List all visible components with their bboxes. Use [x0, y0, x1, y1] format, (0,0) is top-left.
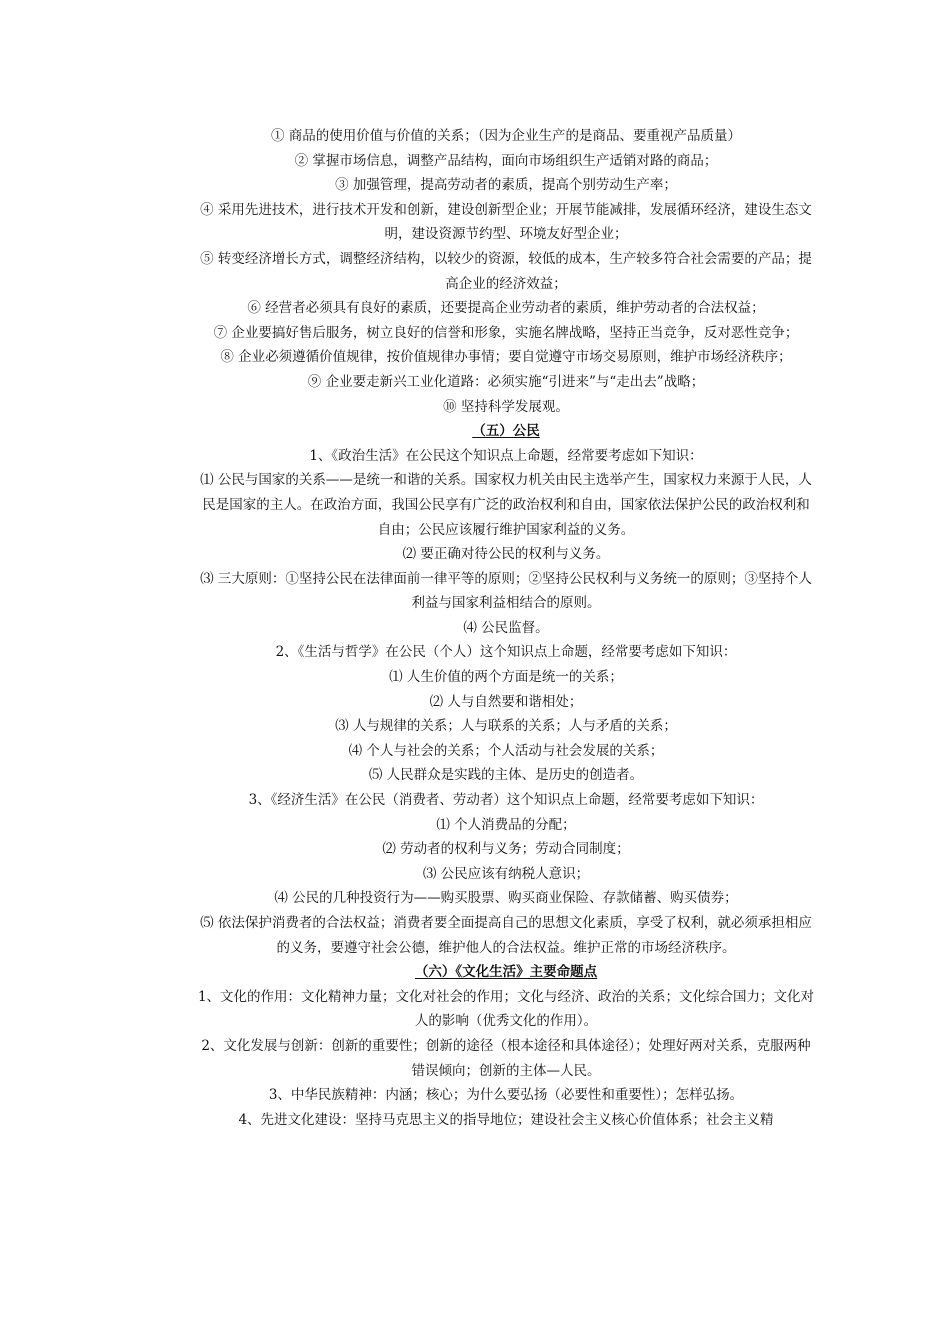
list-item-4: ④ 采用先进技术，进行技术开发和创新，建设创新型企业；开展节能减排，发展循环经济，建设生态文明，建设资源节约型、环境友好型企业；: [200, 201, 812, 243]
list-item: ⑸ 人民群众是实践的主体、是历史的创造者。: [368, 767, 644, 784]
list-item-5: ⑤ 转变经济增长方式，调整经济结构，以较少的资源，较低的成本，生产较多符合社会需要的产品；提高企业的经济效益；: [200, 250, 812, 292]
list-item: ⑴ 个人消费品的分配；: [436, 816, 576, 833]
document-body: [196, 124, 816, 1132]
list-item: ⑷ 公民的几种投资行为——购买股票、购买商业保险、存款储蓄、购买债券；: [274, 890, 738, 907]
list-item: ⑵ 劳动者的权利与义务；劳动合同制度；: [382, 841, 630, 858]
list-item: 4、先进文化建设：坚持马克思主义的指导地位；建设社会主义核心价值体系；社会主义精: [238, 1111, 774, 1128]
list-item: ⑸ 依法保护消费者的合法权益；消费者要全面提高自己的思想文化素质，享受了权利，就必须承担相应的义务，要遵守社会公德，维护他人的合法权益。维护正常的市场经济秩序。: [200, 915, 812, 956]
subsection-politics-intro: 1、《政治生活》在公民这个知识点上命题，经常要考虑如下知识：: [309, 447, 703, 464]
section-heading-culture: （六）《文化生活》主要命题点: [414, 964, 598, 981]
section-heading-citizen: （五）公民: [472, 423, 540, 440]
list-item: ⑷ 公民监督。: [463, 619, 549, 636]
list-item-1: ① 商品的使用价值与价值的关系；（因为企业生产的是商品、要重视产品质量）: [270, 128, 742, 144]
list-item: ⑶ 三大原则：①坚持公民在法律面前一律平等的原则；②坚持公民权利与义务统一的原则；③坚持个人利益与国家利益相结合的原则。: [200, 570, 812, 612]
list-item: ⑴ 人生价值的两个方面是统一的关系；: [389, 669, 623, 686]
list-item-6: ⑥ 经营者必须具有良好的素质，还要提高企业劳动者的素质，维护劳动者的合法权益；: [247, 300, 765, 317]
list-item-8: ⑧ 企业必须遵循价值规律，按价值规律办事情；要自觉遵守市场交易原则，维护市场经济秩序；: [220, 349, 792, 366]
list-item-3: ③ 加强管理，提高劳动者的素质，提高个别劳动生产率；: [335, 177, 677, 194]
list-item-7: ⑦ 企业要搞好售后服务，树立良好的信誉和形象，实施名牌战略，坚持正当竞争，反对恶性竞争；: [213, 324, 799, 341]
list-item-9: ⑨ 企业要走新兴工业化道路：必须实施“引进来”与“走出去”战略；: [307, 373, 705, 390]
list-item: 2、文化发展与创新：创新的重要性；创新的途径（根本途径和具体途径）；处理好两对关系，克服两种错误倾向；创新的主体—人民。: [201, 1037, 811, 1079]
subsection-economics-intro: 3、《经济生活》在公民（消费者、劳动者）这个知识点上命题，经常要考虑如下知识：: [248, 792, 764, 809]
list-item: ⑶ 人与规律的关系；人与联系的关系；人与矛盾的关系；: [335, 718, 677, 735]
list-item-10: ⑩ 坚持科学发展观。: [443, 398, 569, 415]
list-item: ⑵ 要正确对待公民的权利与义务。: [402, 546, 610, 563]
list-item: ⑴ 公民与国家的关系——是统一和谐的关系。国家权力机关由民主选举产生，国家权力来源于人民，人民是国家的主人。在政治方面，我国公民享有广泛的政治权利和自由，国家依法保护公民的政治权利和自由；公民应该履行维护国家利益的义务。: [200, 472, 812, 538]
subsection-philosophy-intro: 2、《生活与哲学》在公民（个人）这个知识点上命题，经常要考虑如下知识：: [275, 644, 737, 661]
list-item-2: ② 掌握市场信息，调整产品结构，面向市场组织生产适销对路的商品；: [294, 152, 718, 169]
list-item: 3、中华民族精神：内涵；核心；为什么要弘扬（必要性和重要性）；怎样弘扬。: [268, 1087, 744, 1104]
list-item: ⑶ 公民应该有纳税人意识；: [422, 865, 590, 882]
list-item: 1、文化的作用：文化精神力量；文化对社会的作用；文化与经济、政治的关系；文化综合国力；文化对人的影响（优秀文化的作用）。: [197, 988, 815, 1030]
list-item: ⑵ 人与自然要和谐相处；: [429, 693, 583, 710]
list-item: ⑷ 个人与社会的关系；个人活动与社会发展的关系；: [348, 742, 664, 759]
